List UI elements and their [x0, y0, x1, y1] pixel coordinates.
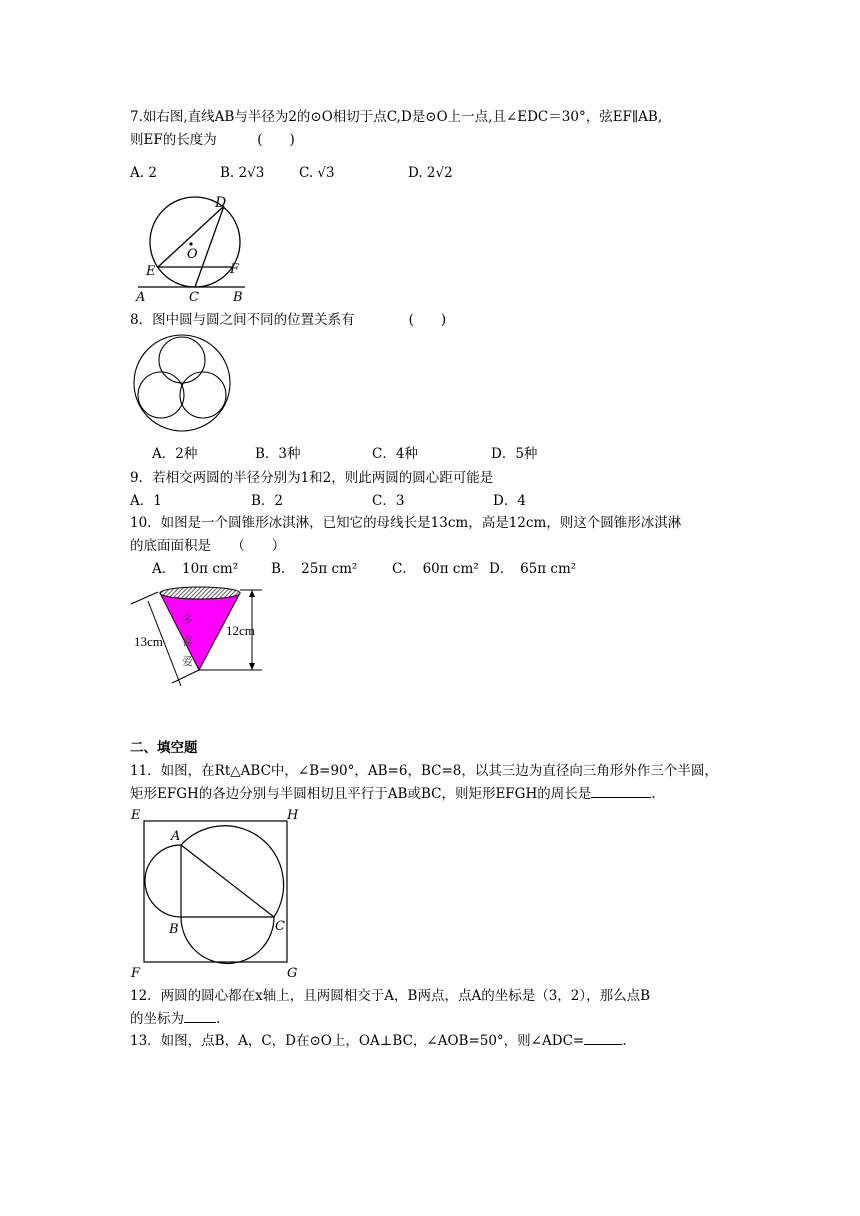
q7-option-b: B. 2√3	[220, 165, 265, 181]
q10-option-c: C． 60π cm²	[392, 561, 479, 577]
q10-option-a: A． 10π cm²	[152, 561, 239, 577]
q10-option-d: D． 65π cm²	[489, 561, 577, 577]
q11-label-f: F	[131, 966, 141, 980]
q8-top-circle	[159, 337, 205, 383]
q12-line2-end: .	[216, 1011, 221, 1027]
q7-option-c: C. √3	[299, 165, 335, 181]
q11-line2-end: .	[651, 786, 656, 802]
q9-option-b: B．2	[251, 493, 284, 509]
q12-line2	[130, 1010, 220, 1028]
q13-line	[130, 1032, 627, 1050]
q7-option-a: A. 2	[130, 165, 157, 181]
q8-left-circle	[138, 372, 184, 418]
q8-text: 8．图中圆与圆之间不同的位置关系有 ( )	[130, 312, 447, 328]
q12-line1: 12．两圆的圆心都在x轴上，且两圆相交于A，B两点，点A的坐标是（3，2），那么点B	[130, 988, 651, 1004]
q7-label-e: E	[146, 264, 156, 279]
q7-label-d: D	[215, 195, 227, 211]
q11-label-e: E	[131, 808, 141, 823]
q10-slant-extension	[131, 592, 158, 604]
q11-line1: 11．如图，在Rt△ABC中，∠B=90°，AB=6，BC=8，以其三边为直径向三角形外作三个半圆，	[130, 763, 718, 779]
q13-end: .	[622, 1033, 627, 1049]
q7-label-o: O	[187, 247, 198, 262]
section-2-title: 二、填空题	[130, 740, 198, 756]
q7-label-c: C	[189, 290, 199, 305]
q7-segment-dc	[195, 206, 224, 287]
q8-option-b: B．3种	[255, 446, 301, 462]
q7-label-f: F	[230, 262, 240, 277]
q11-semicircle-bc	[181, 917, 274, 964]
q7-line1: 7.如右图,直线AB与半径为2的⊙O相切于点C,D是⊙O上一点,且∠EDC＝30°，弦EF∥AB,	[130, 109, 663, 125]
q7-label-a: A	[136, 290, 146, 305]
q11-label-g: G	[287, 966, 298, 980]
q11-label-a: A	[171, 829, 181, 844]
q7-figure	[130, 192, 255, 306]
q10-slant-label: 13cm	[134, 634, 163, 649]
q11-line2	[130, 785, 656, 803]
q8-option-a: A．2种	[152, 446, 198, 462]
q10-cone-top-ellipse	[160, 587, 240, 599]
q12-answer-blank[interactable]	[184, 1010, 216, 1023]
q11-side-ac	[181, 845, 274, 917]
q7-center-dot	[189, 242, 192, 245]
q11-label-b: B	[169, 922, 179, 937]
q8-right-circle	[180, 372, 226, 418]
q7-option-d: D. 2√2	[408, 165, 453, 181]
q10-word-2: 喜	[182, 635, 193, 648]
q13-answer-blank[interactable]	[584, 1032, 622, 1045]
q10-height-arrow-top	[249, 590, 255, 597]
q9-option-d: D．4	[493, 493, 526, 509]
q10-option-b: B． 25π cm²	[271, 561, 358, 577]
q11-semicircle-ab	[145, 845, 181, 917]
q9-option-c: C．3	[372, 493, 405, 509]
q10-line2: 的底面面积是 （ ）	[130, 538, 286, 554]
q11-label-h: H	[287, 808, 299, 823]
q10-word-3: 爱	[182, 655, 193, 668]
q9-option-a: A．1	[130, 493, 162, 509]
q10-height-arrow-bottom	[249, 663, 255, 670]
q10-height-label: 12cm	[226, 623, 255, 638]
q7-circle	[150, 197, 240, 287]
q10-word-1: 多	[182, 613, 193, 626]
q9-text: 9．若相交两圆的半径分别为1和2，则此两圆的圆心距可能是	[130, 470, 494, 486]
q8-option-c: C．4种	[372, 446, 418, 462]
q11-label-c: C	[275, 919, 285, 934]
q12-line2-text: 的坐标为	[130, 1011, 184, 1027]
q10-figure	[128, 583, 270, 691]
q10-line1: 10．如图是一个圆锥形冰淇淋，已知它的母线长是13cm，高是12cm，则这个圆锥形冰淇淋	[130, 515, 682, 531]
q7-label-b: B	[233, 290, 243, 305]
q11-figure	[128, 805, 303, 980]
q11-line2-text: 矩形EFGH的各边分别与半圆相切且平行于AB或BC，则矩形EFGH的周长是	[130, 786, 592, 802]
q8-figure	[130, 334, 234, 432]
q11-semicircle-ac	[181, 826, 284, 917]
q13-text: 13．如图，点B，A，C，D在⊙O上，OA⊥BC，∠AOB=50°，则∠ADC=	[130, 1033, 585, 1049]
q11-answer-blank[interactable]	[591, 785, 651, 798]
q7-line2: 则EF的长度为 ( )	[130, 132, 295, 148]
q8-option-d: D．5种	[491, 446, 538, 462]
